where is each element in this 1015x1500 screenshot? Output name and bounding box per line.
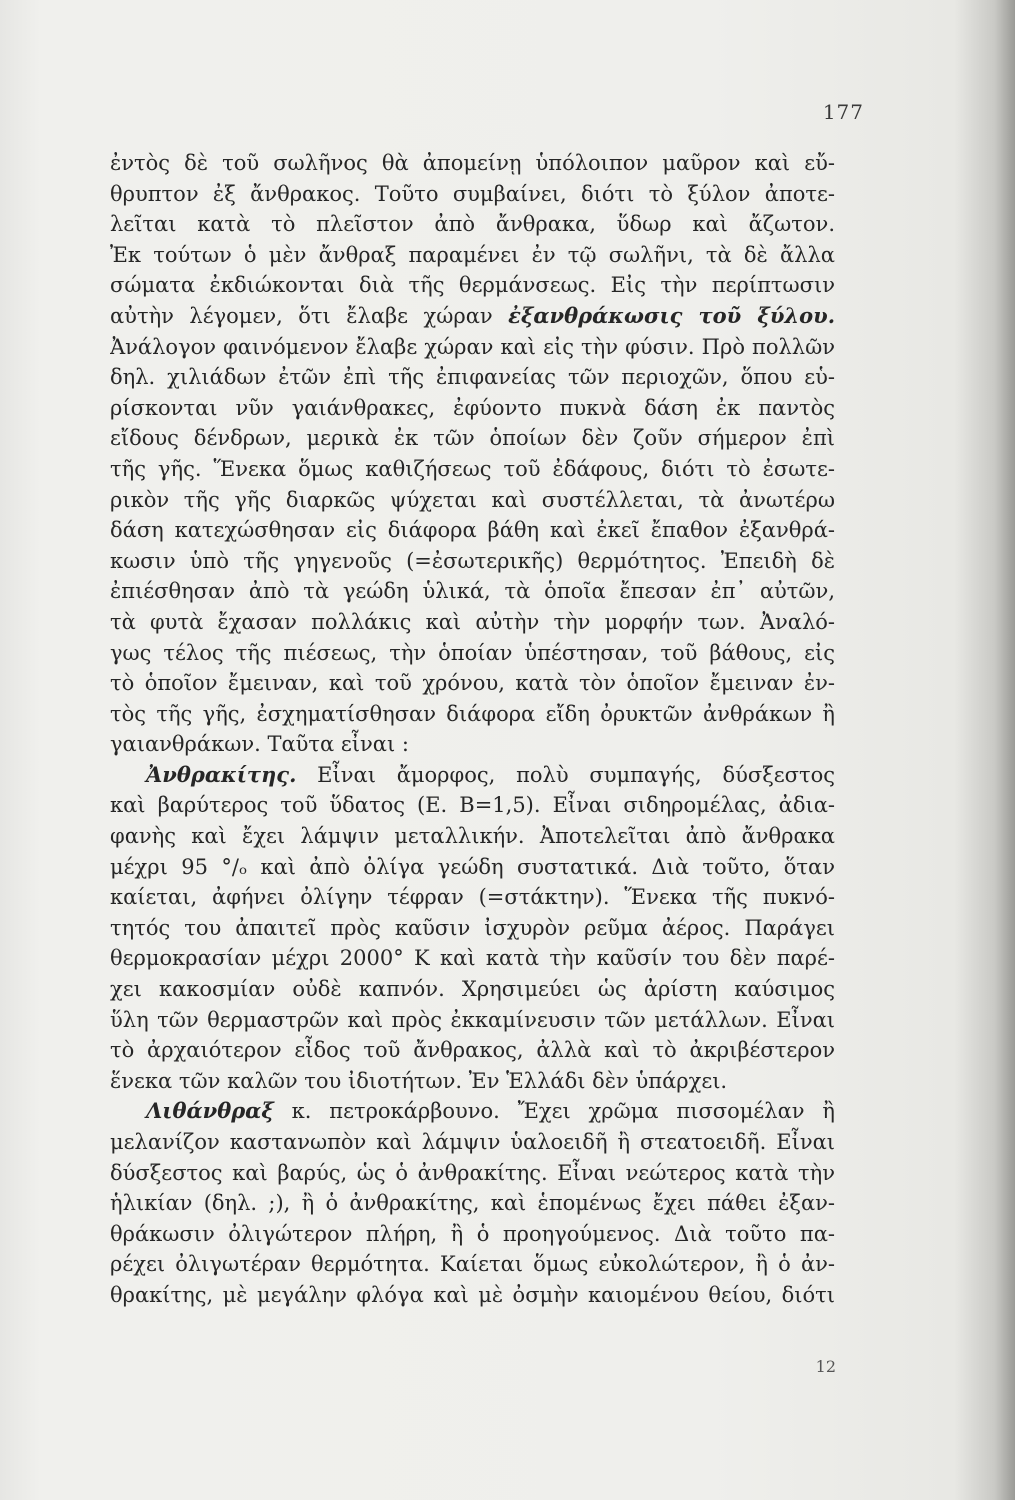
- text-line: ρικὸν τῆς γῆς διαρκῶς ψύχεται καὶ συστέλλεται, τὰ ἀνωτέρω: [110, 487, 835, 512]
- text-line: ἐντὸς δὲ τοῦ σωλῆνος θὰ ἀπομείνῃ ὑπόλοιπον μαῦρον καὶ εὔ-: [110, 151, 835, 175]
- text-line: δάση κατεχώσθησαν εἰς διάφορα βάθη καὶ ἐκεῖ ἔπαθον ἐξανθρά-: [110, 518, 835, 543]
- emphasis-term: ἐξανθράκωσις τοῦ ξύλου.: [508, 302, 835, 328]
- text-line: εἴδους δένδρων, μερικὰ ἐκ τῶν ὁποίων δὲν ζοῦν σήμερον ἐπὶ: [110, 426, 835, 451]
- text-line: κωσιν ὑπὸ τῆς γηγενοῦς (=ἐσωτερικῆς) θερμότητος. Ἐπειδὴ δὲ: [110, 548, 835, 573]
- text-line: θερμοκρασίαν μέχρι 2000° Κ καὶ κατὰ τὴν καῦσίν του δὲν παρέ-: [110, 946, 835, 971]
- text-line: καὶ βαρύτερος τοῦ ὕδατος (Ε. Β=1,5). Εἶναι σιδηρομέλας, ἀδια-: [110, 793, 835, 818]
- text-line: γως τέλος τῆς πιέσεως, τὴν ὁποίαν ὑπέστησαν, τοῦ βάθους, εἰς: [110, 640, 835, 665]
- text-line: ρέχει ὀλιγωτέραν θερμότητα. Καίεται ὅμως εὐκολώτερον, ἢ ὁ ἀν-: [110, 1252, 835, 1277]
- text-line: ἕνεκα τῶν καλῶν του ἰδιοτήτων. Ἐν Ἑλλάδι δὲν ὑπάρχει.: [110, 1068, 728, 1093]
- text-line: μέχρι 95 °/ₒ καὶ ἀπὸ ὀλίγα γεώδη συστατικά. Διὰ τοῦτο, ὅταν: [110, 854, 835, 879]
- text-line: καίεται, ἀφήνει ὀλίγην τέφραν (=στάκτην). Ἕνεκα τῆς πυκνό-: [110, 885, 835, 910]
- text-line: δύσξεστος καὶ βαρύς, ὡς ὁ ἀνθρακίτης. Εἶναι νεώτερος κατὰ τὴν: [110, 1160, 835, 1185]
- text-line: ἡλικίαν (δηλ. ;), ἢ ὁ ἀνθρακίτης, καὶ ἑπομένως ἔχει πάθει ἐξαν-: [110, 1191, 835, 1216]
- text-line: τὸ ὁποῖον ἔμειναν, καὶ τοῦ χρόνου, κατὰ τὸν ὁποῖον ἔμειναν ἐν-: [110, 671, 835, 696]
- text-line: σώματα ἐκδιώκονται διὰ τῆς θερμάνσεως. Εἰς τὴν περίπτωσιν: [110, 273, 835, 298]
- text-line: αὐτὴν λέγομεν, ὅτι ἔλαβε χώραν ἐξανθράκωσις τοῦ ξύλου.: [110, 302, 835, 328]
- text-line: τῆς γῆς. Ἕνεκα ὅμως καθιζήσεως τοῦ ἐδάφους, διότι τὸ ἐσωτε-: [110, 456, 835, 481]
- text-line: γαιανθράκων. Ταῦτα εἶναι :: [110, 732, 409, 757]
- text-line: φανὴς καὶ ἔχει λάμψιν μεταλλικήν. Ἀποτελεῖται ἀπὸ ἄνθρακα: [110, 824, 835, 849]
- text-line: δηλ. χιλιάδων ἐτῶν ἐπὶ τῆς ἐπιφανείας τῶν περιοχῶν, ὅπου εὑ-: [110, 365, 835, 390]
- text-line: Λιθάνθραξ κ. πετροκάρβουνο. Ἔχει χρῶμα πισσομέλαν ἢ: [146, 1098, 835, 1124]
- text-line: Ἐκ τούτων ὁ μὲν ἄνθραξ παραμένει ἐν τῷ σωλῆνι, τὰ δὲ ἄλλα: [110, 242, 835, 267]
- text-line: Ἀνθρακίτης. Εἶναι ἄμορφος, πολὺ συμπαγής, δύσξεστος: [146, 761, 835, 787]
- text-line: θράκωσιν ὀλιγώτερον πλήρη, ἢ ὁ προηγούμενος. Διὰ τοῦτο πα-: [110, 1221, 835, 1246]
- text-line: τητός του ἀπαιτεῖ πρὸς καῦσιν ἰσχυρὸν ρεῦμα ἀέρος. Παράγει: [110, 915, 835, 940]
- text-line: ὕλη τῶν θερμαστρῶν καὶ πρὸς ἐκκαμίνευσιν τῶν μετάλλων. Εἶναι: [110, 1007, 835, 1032]
- section-term-lithanthrax: Λιθάνθραξ: [146, 1098, 274, 1124]
- section-term-anthracite: Ἀνθρακίτης.: [146, 761, 297, 787]
- text-line: θρυπτον ἐξ ἄνθρακος. Τοῦτο συμβαίνει, διότι τὸ ξύλον ἀποτε-: [110, 181, 835, 206]
- text-line: μελανίζον καστανωπὸν καὶ λάμψιν ὑαλοειδῆ ἢ στεατοειδῆ. Εἶναι: [110, 1130, 835, 1154]
- text-line: Ἀνάλογον φαινόμενον ἔλαβε χώραν καὶ εἰς τὴν φύσιν. Πρὸ πολλῶν: [110, 334, 835, 359]
- text-line: λεῖται κατὰ τὸ πλεῖστον ἀπὸ ἄνθρακα, ὕδωρ καὶ ἄζωτον.: [110, 212, 835, 237]
- text-line: τὰ φυτὰ ἔχασαν πολλάκις καὶ αὐτὴν τὴν μορφήν των. Ἀναλό-: [110, 609, 835, 634]
- text-line: τὸς τῆς γῆς, ἐσχηματίσθησαν διάφορα εἴδη ὀρυκτῶν ἀνθράκων ἢ: [110, 701, 835, 726]
- page-number: 177: [822, 100, 864, 124]
- body-text: [110, 148, 835, 1311]
- text-line: θρακίτης, μὲ μεγάλην φλόγα καὶ μὲ ὀσμὴν καιομένου θείου, διότι: [110, 1282, 835, 1307]
- text-line: χει κακοσμίαν οὐδὲ καπνόν. Χρησιμεύει ὡς ἀρίστη καύσιμος: [110, 977, 835, 1002]
- text-line: τὸ ἀρχαιότερον εἶδος τοῦ ἄνθρακος, ἀλλὰ καὶ τὸ ἀκριβέστερον: [110, 1038, 835, 1063]
- signature-mark: 12: [815, 1357, 836, 1376]
- text-line: ἐπιέσθησαν ἀπὸ τὰ γεώδη ὑλικά, τὰ ὁποῖα ἔπεσαν ἐπ᾽ αὐτῶν,: [110, 579, 835, 604]
- text-line: ρίσκονται νῦν γαιάνθρακες, ἐφύοντο πυκνὰ δάση ἐκ παντὸς: [110, 395, 835, 420]
